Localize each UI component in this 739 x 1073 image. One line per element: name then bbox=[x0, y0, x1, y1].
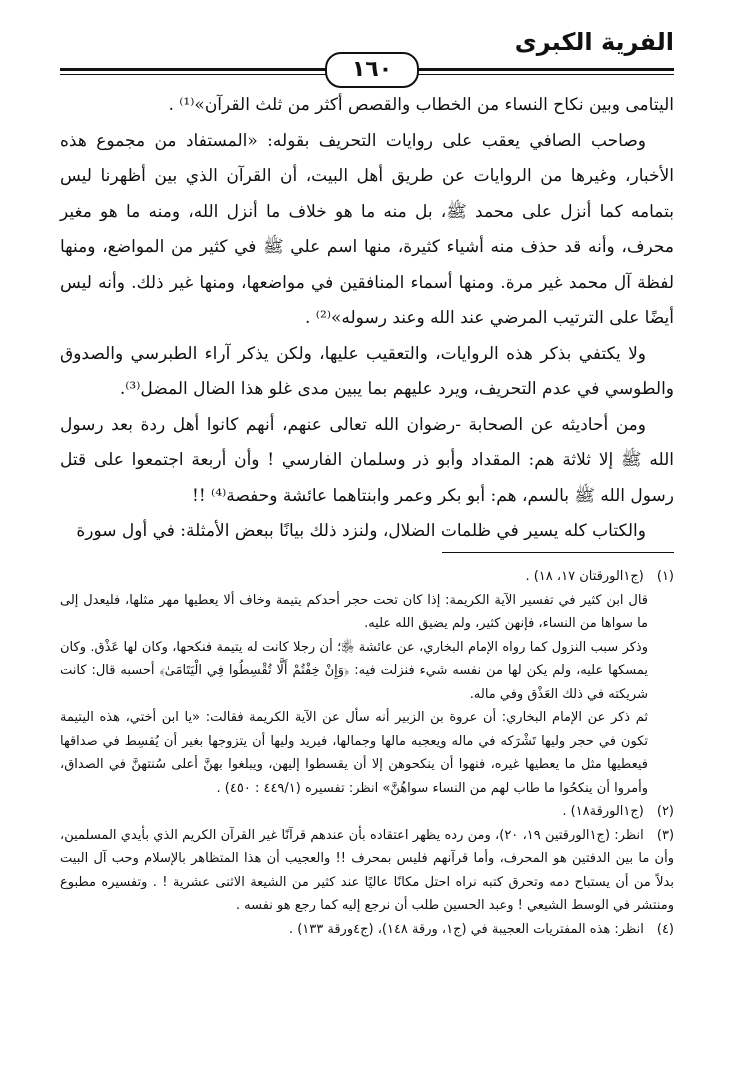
paragraph: والكتاب كله يسير في ظلمات الضلال، ولنزد ذلك بيانًا ببعض الأمثلة: في أول سورة bbox=[76, 521, 646, 541]
footnote-text: ثم ذكر عن الإمام البخاري: أن عروة بن الزبير أنه سأل عن الآية الكريمة فقالت: «يا ابن أختي، هذه اليتيمة تكون في حجر وليها تَشْرَكه في ماله ويعجبه مالها وجمالها، فيريد وليها أن يتزوجها بغير أن يُقسِط في صداقها فيعطيها مثل ما يعطيها غيره، فنهوا أن ينكحوهن إلا أن يقسطوا إليهن، ويبلغوا بهنَّ أعلى سُنتهنَّ في الصداق، وأمروا أن ينكحُوا ما طاب لهم من النساء سواهُنَّ» انظر: تفسيره (٤٤٩/١ : ٤٥٠) . bbox=[60, 710, 648, 796]
paragraph: اليتامى وبين نكاح النساء من الخطاب والقصص أكثر من ثلث القرآن»⁽¹⁾ . bbox=[168, 95, 674, 115]
footnote-reference: (ج١الورقتان ١٧، ١٨) . bbox=[525, 569, 644, 584]
running-title: الفرية الكبرى bbox=[514, 28, 674, 56]
footnote-text: وذكر سبب النزول كما رواه الإمام البخاري، عن عائشة ﵂؛ أن رجلا كانت له يتيمة فنكحها، وكان لها عَذْق. وكان يمسكها عليه، ولم يكن لها من نفسه شيء فنزلت فيه: ﴿وَإِنْ خِفْتُمْ أَلَّا تُقْسِطُوا فِي الْيَتَامَىٰ﴾ أحسبه قال: كانت شريكته في ذلك العَذْق وفي ماله. bbox=[60, 639, 648, 702]
footnote-1 bbox=[60, 565, 674, 589]
paragraph: ولا يكتفي بذكر هذه الروايات، والتعقيب عليها، ولكن يذكر آراء الطبرسي والصدوق والطوسي في عدم التحريف، ويرد عليهم بما يبين مدى غلو هذا الضال المضل⁽³⁾. bbox=[60, 343, 674, 399]
footnote-number: (١) bbox=[656, 569, 674, 584]
footnote-2 bbox=[60, 800, 674, 824]
footnote-number: (٣) bbox=[656, 827, 675, 843]
footnote-3 bbox=[60, 824, 674, 918]
footnote-number: (٢) bbox=[656, 804, 674, 819]
footnote-reference: (ج١الورقة١٨) . bbox=[562, 804, 644, 819]
main-text bbox=[60, 88, 674, 550]
paragraph: ومن أحاديثه عن الصحابة -رضوان الله تعالى عنهم، أنهم كانوا أهل ردة بعد رسول الله ﷺ إلا ثلاثة هم: المقداد وأبو ذر وسلمان الفارسي ! وأن أربعة اجتمعوا على قتل رسول الله ﷺ بالسم، هم: أبو بكر وعمر وابنتاهما عائشة وحفصة⁽⁴⁾ !! bbox=[60, 414, 674, 506]
footnote-text: انظر: (ج١الورقتين ١٩، ٢٠)، ومن رده يظهر اعتقاده بأن عندهم قرآنًا غير القرآن الكريم الذي بأيدي المسلمين، وأن ما بين الدفتين هو المحرف، وأما قرآنهم فليس بمحرف !! والعجيب أن هذا المتظاهر بالإسلام وحب آل البيت بدلاً من أن يستباح دمه وتحرق كتبه نراه احتل مكانًا عاليًا عند كثير من الشيعة الاثنى عشرية ! . وتفسيره مطبوع ومنتشر في الوسط الشيعي ! وعبد الحسين طلب أن نرجع إليه كما رجع هو نفسه . bbox=[60, 827, 674, 913]
footnote-text: انظر: هذه المفتريات العجيبة في (ج١، ورقة ١٤٨)، (ج٤ورقة ١٣٣) . bbox=[288, 921, 644, 937]
footnote-text: قال ابن كثير في تفسير الآية الكريمة: إذا كان تحت حجر أحدكم يتيمة وخاف ألا يعطيها مهر مثلها، فليعدل إلى ما سواها من النساء، فإنهن كثير، ولم يضيق الله عليه. bbox=[60, 592, 648, 631]
page-number: ١٦٠ bbox=[325, 52, 419, 88]
footnote-separator bbox=[442, 552, 674, 553]
footnotes bbox=[60, 565, 674, 941]
footnote-4 bbox=[60, 918, 674, 942]
paragraph: وصاحب الصافي يعقب على روايات التحريف بقوله: «المستفاد من مجموع هذه الأخبار، وغيرها من الروايات عن طريق أهل البيت، أن القرآن الذي بين أظهرنا ليس بتمامه كما أنزل على محمد ﷺ، بل منه ما هو خلاف ما أنزل الله، ومنه ما هو مغير محرف، وأنه قد حذف منه أشياء كثيرة، منها اسم علي ﷺ في كثير من المواضع، ومنها لفظة آل محمد غير مرة. ومنها أسماء المنافقين في مواضعها، ومنها غير ذلك. وأنه ليس أيضًا على الترتيب المرضي عند الله وعند رسوله»⁽²⁾ . bbox=[60, 130, 674, 328]
footnote-number: (٤) bbox=[656, 921, 674, 937]
